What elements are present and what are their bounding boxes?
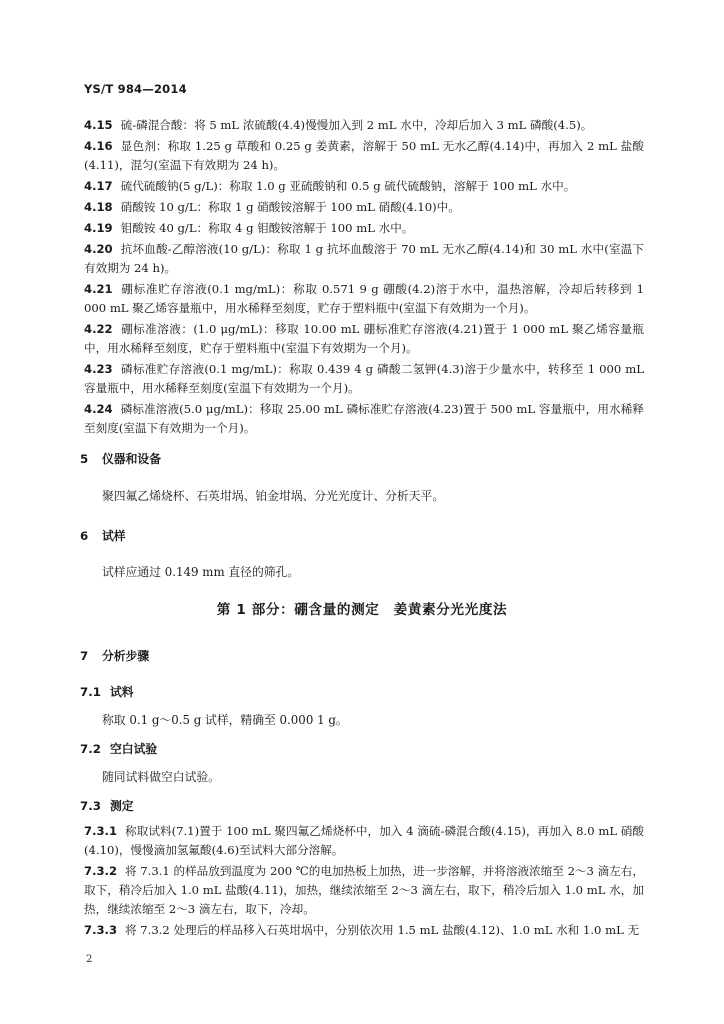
clause-7-3-3 [84,921,644,940]
section-7-1-heading [80,683,134,700]
clause-text: 显色剂：称取 1.25 g 草酸和 0.25 g 姜黄素，溶解于 50 mL 无水乙醇(4.14)中，再加入 2 mL 盐酸(4.11)，混匀(室温下有效期为 24 h)。 [84,139,644,172]
procedure-clauses [84,822,644,942]
clause-number: 4.20 [84,242,113,256]
clause-4-21 [84,280,644,318]
clause-text: 磷标准溶液(5.0 μg/mL)：移取 25.00 mL 磷标准贮存溶液(4.23)置于 500 mL 容量瓶中，用水稀释至刻度(室温下有效期为一个月)。 [84,402,644,435]
section-5-heading [80,450,161,467]
clause-text: 抗坏血酸-乙醇溶液(10 g/L)：称取 1 g 抗坏血酸溶于 70 mL 无水乙醇(4.14)和 30 mL 水中(室温下有效期为 24 h)。 [84,242,644,275]
clause-text: 硫-磷混合酸：将 5 mL 浓硫酸(4.4)慢慢加入到 2 mL 水中，冷却后加入 3 mL 磷酸(4.5)。 [120,118,593,132]
clause-number: 4.21 [84,282,113,296]
section-6-body: 试样应通过 0.149 mm 直径的筛孔。 [102,565,300,579]
section-title: 试料 [110,685,134,699]
section-title: 分析步骤 [102,649,150,663]
page-number: 2 [86,954,93,965]
section-title: 试样 [102,529,126,543]
clause-text: 将 7.3.2 处理后的样品移入石英坩埚中，分别依次用 1.5 mL 盐酸(4.12)、1.0 mL 水和 1.0 mL 无 [125,923,640,937]
clause-4-23 [84,360,644,398]
clause-4-17 [84,177,644,196]
clause-number: 4.16 [84,139,113,153]
part-title: 第 1 部分：硼含量的测定 姜黄素分光光度法 [216,602,508,618]
section-title: 测定 [110,799,134,813]
section-7-3-heading [80,797,134,814]
clause-number: 4.22 [84,322,113,336]
clause-4-22 [84,320,644,358]
clause-text: 将 7.3.1 的样品放到温度为 200 ℃的电加热板上加热，进一步溶解，并将溶液浓缩至 2～3 滴左右，取下，稍冷后加入 1.0 mL 盐酸(4.11)，加热，继续浓缩至 2～3 滴左右，取下，稍冷后加入 1.0 mL 水，加热，继续浓缩至 2～3 滴左右，取下，冷却。 [84,864,644,916]
clause-number: 7.3.1 [84,824,118,838]
clause-7-3-2 [84,862,644,919]
clause-text: 硼标准贮存溶液(0.1 mg/mL)：称取 0.571 9 g 硼酸(4.2)溶于水中，温热溶解，冷却后转移到 1 000 mL 聚乙烯容量瓶中，用水稀释至刻度，贮存于塑料瓶中(室温下有效期为一个月)。 [84,282,644,315]
section-7-2-body: 随同试料做空白试验。 [102,770,220,784]
clause-number: 4.18 [84,200,113,214]
clause-number: 7.3.2 [84,864,118,878]
clause-7-3-1 [84,822,644,860]
clause-number: 4.19 [84,221,113,235]
clause-number: 4.17 [84,179,113,193]
section-7-1-body: 称取 0.1 g～0.5 g 试样，精确至 0.000 1 g。 [102,713,348,727]
reagent-clauses [84,116,644,440]
clause-number: 7.3.3 [84,923,118,937]
clause-text: 称取试料(7.1)置于 100 mL 聚四氟乙烯烧杯中，加入 4 滴硫-磷混合酸(4.15)，再加入 8.0 mL 硝酸(4.10)，慢慢滴加氢氟酸(4.6)至试料大部分溶解。 [84,824,644,857]
section-7-heading [80,647,149,664]
section-number: 7.1 [80,685,101,699]
clause-4-24 [84,400,644,438]
clause-4-16 [84,137,644,175]
clause-text: 硼标准溶液：(1.0 μg/mL)：移取 10.00 mL 硼标准贮存溶液(4.21)置于 1 000 mL 聚乙烯容量瓶中，用水稀释至刻度，贮存于塑料瓶中(室温下有效期为一个月)。 [84,322,644,355]
clause-text: 硝酸铵 10 g/L：称取 1 g 硝酸铵溶解于 100 mL 硝酸(4.10)中。 [120,200,460,214]
section-number: 7.2 [80,742,101,756]
clause-text: 钼酸铵 40 g/L：称取 4 g 钼酸铵溶解于 100 mL 水中。 [120,221,414,235]
section-number: 5 [80,452,89,466]
clause-number: 4.23 [84,362,113,376]
clause-4-19 [84,219,644,238]
section-title: 空白试验 [110,742,158,756]
clause-number: 4.24 [84,402,113,416]
clause-text: 硫代硫酸钠(5 g/L)：称取 1.0 g 亚硫酸钠和 0.5 g 硫代硫酸钠，溶解于 100 mL 水中。 [120,179,576,193]
clause-4-20 [84,240,644,278]
clause-number: 4.15 [84,118,113,132]
section-6-heading [80,527,126,544]
clause-4-18 [84,198,644,217]
clause-4-15 [84,116,644,135]
section-number: 7 [80,649,89,663]
section-number: 6 [80,529,89,543]
section-5-body: 聚四氟乙烯烧杯、石英坩埚、铂金坩埚、分光光度计、分析天平。 [102,489,445,503]
section-number: 7.3 [80,799,101,813]
clause-text: 磷标准贮存溶液(0.1 mg/mL)：称取 0.439 4 g 磷酸二氢钾(4.3)溶于少量水中，转移至 1 000 mL 容量瓶中，用水稀释至刻度(室温下有效期为一个月)。 [84,362,644,395]
section-7-2-heading [80,740,157,757]
section-title: 仪器和设备 [102,452,161,466]
standard-id: YS/T 984—2014 [84,82,187,96]
